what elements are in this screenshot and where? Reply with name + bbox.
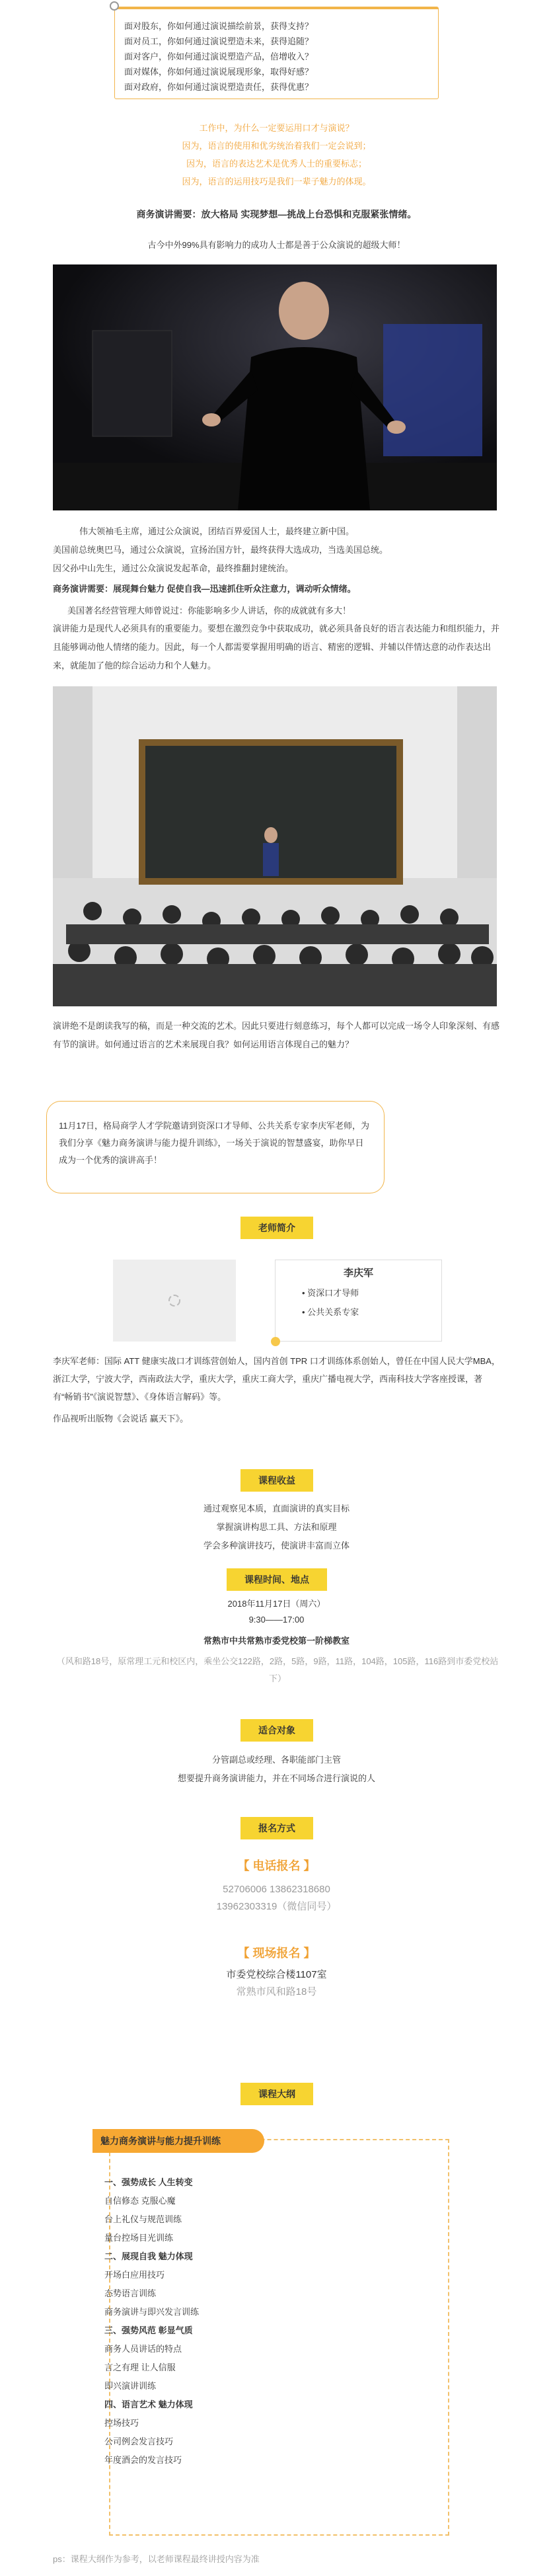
intro-question-box (114, 7, 439, 99)
outline-item: 即兴演讲训练 (104, 2381, 157, 2391)
outline-item: 量台控场目光训练 (104, 2233, 174, 2243)
outline-section-title: 三、强势风范 彰显气质 (104, 2325, 193, 2335)
decor-dot-icon (271, 1337, 280, 1346)
site-signup-title: 【 现场报名 】 (237, 1947, 316, 1960)
paragraph-lead: 美国著名经营管理大师曾说过：你能影响多少人讲话，你的成就就有多大！ (67, 606, 351, 616)
intro-question: 面对员工，你如何通过演说塑造未来，获得追随？ (124, 36, 314, 46)
paragraph-2: 演讲绝不是朗读我写的稿，而是一种交流的艺术。因此只要进行刻意练习，每个人都可以完成一场令人印象深刻、有感有节的演讲。如何通过语言的艺术来展现自我？如何运用语言体现自己的魅力？ (53, 1021, 500, 1049)
teacher-bio: 李庆军老师：国际 ATT 健康实战口才训练营创始人，国内首创 TPR 口才训练体系创始人，曾任在中国人民大学MBA，浙江大学，宁波大学，西南政法大学，重庆大学，重庆工商大学，重庆广播电视大学，西南科技大学客座授课，著有“畅销书”《演说智慧》、《身体语言解码》等。 (53, 1356, 500, 1402)
intro-question: 面对客户，你如何通过演说塑造产品，倍增收入？ (124, 52, 314, 61)
paragraph-1: 演讲能力是现代人必须具有的重要能力。要想在激烈竞争中获取成功，就必须具备良好的语言表达能力和组织能力，并且能够调动他人情绪的能力。因此，每一个人都需要掌握用明确的语言、精密的逻辑、并辅以伴情达意的动作表达出来，就能加了他的综合运动力和个人魅力。 (53, 624, 500, 670)
example-line: 美国前总统奥巴马，通过公众演说，宣扬治国方针，最终获得大选成功，当选美国总统。 (53, 545, 388, 555)
benefit-line: 学会多种演讲技巧，使演讲丰富而立体 (203, 1541, 350, 1550)
example-line: 伟大领袖毛主席，通过公众演说，团结百界爱国人士，最终建立新中国。 (79, 526, 355, 536)
course-hours: 9:30——17:00 (248, 1615, 305, 1625)
example-line: 因父孙中山先生，通过公众演说发起革命，最终推翻封建统治。 (53, 563, 294, 573)
intro-question: 面对股东，你如何通过演说描绘前景，获得支持？ (124, 21, 314, 31)
audience-line: 想要提升商务演讲能力，并在不同场合进行演说的人 (177, 1773, 375, 1783)
why-line: 工作中，为什么一定要运用口才与演说？ (199, 123, 354, 133)
teacher-title: • 公共关系专家 (302, 1307, 359, 1317)
outline-item: 商务演讲与即兴发言训练 (104, 2307, 200, 2317)
event-text: 11月17日，格局商学人才学院邀请到资深口才导师、公共关系专家李庆军老师，为我们分享《魅力商务演讲与能力提升训练》，一场关于演说的智慧盛宴，助你早日成为一个优秀的演讲高手！ (59, 1121, 369, 1165)
time-tag: 课程时间、地点 (227, 1568, 327, 1591)
outline-header: 魅力商务演讲与能力提升训练 (92, 2129, 264, 2153)
teacher-tag: 老师简介 (240, 1217, 313, 1239)
ps-note: ps：课程大纲作为参考，以老师课程最终讲授内容为准 (53, 2554, 260, 2564)
why-line: 因为，语言的使用和优劣统治着我们一定会说到； (182, 141, 371, 151)
site-info (0, 1966, 553, 2001)
teacher-card (275, 1260, 442, 1342)
need-title: 商务演讲需要：放大格局 实现梦想—挑战上台恐惧和克服紧张情绪。 (136, 209, 417, 220)
benefits-list (0, 1500, 553, 1555)
time-section (0, 1596, 553, 1649)
quote-line: 古今中外99%具有影响力的成功人士都是善于公众演说的超级大师！ (147, 240, 406, 250)
why-section (0, 119, 553, 190)
teacher-name: 李庆军 (343, 1268, 373, 1279)
outline-item: 控场技巧 (104, 2418, 139, 2428)
teacher-photo-placeholder (113, 1260, 236, 1342)
intro-question: 面对政府，你如何通过演说塑造责任，获得优惠？ (124, 82, 314, 92)
why-line: 因为，语言的表达艺术是优秀人士的重要标志； (186, 159, 367, 169)
phone-number[interactable]: 13962303319（微信同号） (216, 1901, 337, 1912)
benefit-tag: 课程收益 (240, 1469, 313, 1492)
outline-item: 年度酒会的发言技巧 (104, 2455, 182, 2465)
why-line: 因为，语言的运用技巧是我们一辈子魅力的体现。 (182, 177, 371, 186)
event-intro-box (46, 1101, 385, 1193)
outline-section-title: 二、展现自我 魅力体现 (104, 2251, 193, 2261)
audience-tag: 适合对象 (240, 1719, 313, 1742)
need-title-2: 商务演讲需要：展现舞台魅力 促使自我—迅速抓住听众注意力，调动听众情绪。 (53, 584, 356, 594)
outline-section-title: 一、强势成长 人生转变 (104, 2177, 193, 2187)
outline-item: 商务人员讲话的特点 (104, 2344, 182, 2354)
phone-list (0, 1881, 553, 1915)
classroom-photo (53, 686, 497, 1006)
speaker-photo (53, 264, 497, 510)
intro-question: 面对媒体，你如何通过演说展现形象，取得好感？ (124, 67, 314, 77)
course-address: （风和路18号，原常理工元和校区内，乘坐公交122路，2路，5路，9路，11路，104路，105路，116路到市委党校站下） (56, 1656, 499, 1683)
outline-section-title: 四、语言艺术 魅力体现 (104, 2399, 193, 2409)
site-room: 市委党校综合楼1107室 (226, 1969, 327, 1980)
teacher-books: 作品视听出版物《会说话 赢天下》。 (53, 1414, 189, 1424)
audience-line: 分管副总或经理、各职能部门主管 (211, 1755, 341, 1765)
signup-tag: 报名方式 (240, 1817, 313, 1839)
outline-item: 开场白应用技巧 (104, 2270, 165, 2280)
examples-list (53, 522, 496, 578)
site-address: 常熟市风和路18号 (236, 1986, 317, 1997)
benefit-line: 通过观察见本质，直面演讲的真实目标 (203, 1504, 350, 1513)
outline-item: 言之有理 让人信服 (104, 2362, 176, 2372)
phone-number[interactable]: 52706006 13862318680 (223, 1884, 330, 1895)
teacher-title: • 资深口才导师 (302, 1288, 359, 1298)
outline-item: 自信修态 克服心魔 (104, 2196, 176, 2206)
audience-list (0, 1751, 553, 1788)
decor-circle-icon (110, 1, 119, 11)
course-place: 常熟市中共常熟市委党校第一阶梯教室 (203, 1636, 350, 1646)
outline-item: 态势语言训练 (104, 2288, 157, 2298)
outline-item: 台上礼仪与规范训练 (104, 2214, 182, 2224)
outline-tag: 课程大纲 (240, 2083, 313, 2105)
outline-item: 公司例会发言技巧 (104, 2436, 174, 2446)
benefit-line: 掌握演讲构思工具、方法和原理 (216, 1522, 337, 1532)
course-date: 2018年11月17日（周六） (227, 1599, 326, 1609)
phone-signup-title: 【 电话报名 】 (237, 1859, 316, 1872)
